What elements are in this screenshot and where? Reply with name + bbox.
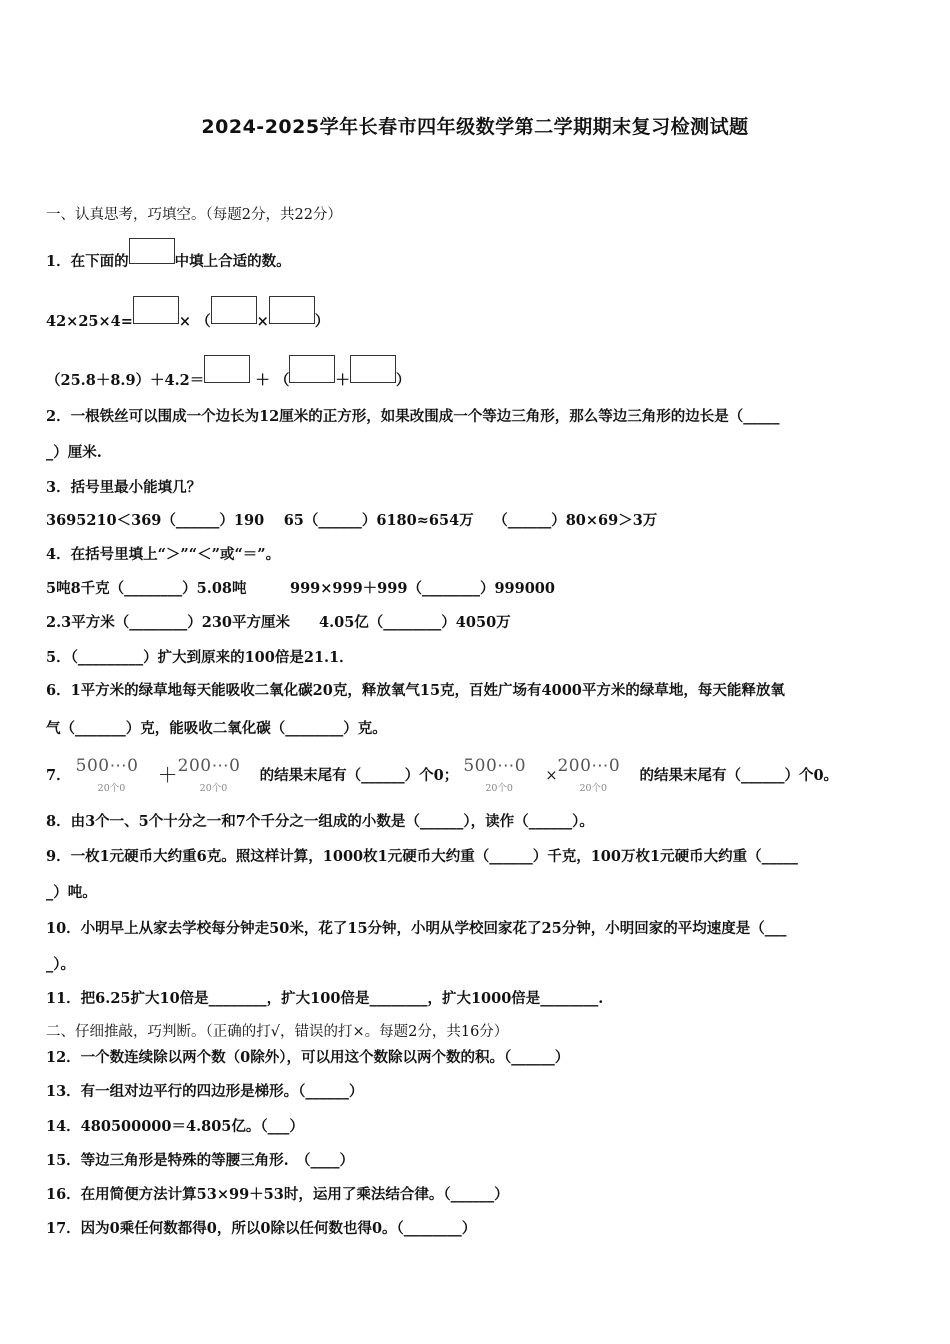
question-3: 3．括号里最小能填几？ [46, 479, 202, 496]
q1-text-b: 中填上合适的数。 [174, 253, 291, 270]
answer-box[interactable] [350, 355, 396, 383]
question-15: 15．等边三角形是特殊的等腰三角形. （____） [46, 1152, 354, 1169]
question-9-line-1: 9．一枚1元硬币大约重6克。照这样计算，1000枚1元硬币大约重（______）千克，100万枚1元硬币大约重（_____ [46, 848, 798, 865]
question-7 [46, 756, 838, 794]
plus-sign: ＋ [255, 372, 270, 389]
answer-box[interactable] [289, 355, 335, 383]
plus-sign: ＋ [157, 763, 178, 787]
question-17: 17．因为0乘任何数都得0，所以0除以任何数也得0。（________） [46, 1220, 477, 1237]
fraction-expression [178, 756, 260, 794]
times-sign: × [545, 768, 558, 784]
q1-text-a: 1．在下面的 [46, 253, 129, 270]
fraction-expression [463, 756, 545, 794]
question-1-equation-1 [46, 296, 329, 331]
question-6-line-2: 气（_______）克，能吸收二氧化碳（________）克。 [46, 720, 387, 737]
question-9-line-2: _）吨。 [46, 884, 97, 901]
fraction-expression [76, 756, 158, 794]
question-4: 4．在括号里填上“＞”“＜”或“＝”。 [46, 546, 281, 563]
answer-box[interactable] [204, 355, 250, 383]
frac-top: 200⋯0 [177, 756, 241, 776]
close-paren: ） [314, 313, 330, 330]
answer-box[interactable] [211, 296, 257, 324]
page-title: 2024-2025学年长春市四年级数学第二学期期末复习检测试题 [201, 116, 749, 138]
question-4-row-1: 5吨8千克（________）5.08吨 999×999＋999（________）999000 [46, 580, 555, 597]
question-3-items: 3695210＜369（______）190 65（______）6180≈654万 （______）80×69＞3万 [46, 512, 658, 529]
question-10-line-2: _）。 [46, 956, 75, 973]
open-paren: （ [274, 372, 290, 389]
question-1-equation-2 [46, 355, 410, 390]
question-8: 8．由3个一、5个十分之一和7个千分之一组成的小数是（______），读作（______）。 [46, 813, 594, 830]
q7-end-text: 的结果末尾有（______）个0。 [639, 767, 839, 784]
plus-sign: ＋ [335, 372, 350, 389]
question-16: 16．在用简便方法计算53×99＋53时，运用了乘法结合律。（______） [46, 1186, 509, 1203]
frac-bottom: 20个0 [485, 783, 513, 794]
answer-box[interactable] [133, 296, 179, 324]
question-2-line-2: _）厘米. [46, 444, 102, 461]
question-5: 5．（_________）扩大到原来的100倍是21.1． [46, 649, 354, 666]
q1-eq1-lhs: 42×25×4= [46, 313, 133, 330]
question-14: 14．480500000＝4.805亿。（___） [46, 1118, 304, 1135]
close-paren: ） [395, 372, 411, 389]
q1-eq2-lhs: （25.8＋8.9）＋4.2＝ [46, 372, 205, 389]
times-sign: × [178, 313, 192, 330]
frac-top: 500⋯0 [75, 756, 139, 776]
question-4-row-2: 2.3平方米（________）230平方厘米 4.05亿（________）4050万 [46, 614, 511, 631]
answer-box[interactable] [129, 238, 175, 264]
open-paren: （ [196, 313, 211, 330]
frac-bottom: 20个0 [97, 783, 126, 794]
answer-box[interactable] [269, 296, 315, 324]
question-11: 11．把6.25扩大10倍是________，扩大100倍是________，扩大1000倍是________. [46, 990, 604, 1007]
frac-bottom: 20个0 [579, 783, 608, 794]
frac-top: 500⋯0 [463, 756, 527, 776]
question-13: 13．有一组对边平行的四边形是梯形。（______） [46, 1083, 364, 1100]
fraction-expression [557, 756, 639, 794]
times-sign: × [256, 313, 269, 330]
section-1-heading: 一、认真思考，巧填空。（每题2分，共22分） [46, 207, 342, 223]
question-6-line-1: 6．1平方米的绿草地每天能吸收二氧化碳20克，释放氧气15克，百姓广场有4000平方米的绿草地，每天能释放氧 [46, 682, 785, 699]
question-12: 12．一个数连续除以两个数（0除外），可以用这个数除以两个数的积。（______） [46, 1049, 570, 1066]
question-2-line-1: 2．一根铁丝可以围成一个边长为12厘米的正方形，如果改围成一个等边三角形，那么等边三角形的边长是（_____ [46, 408, 780, 425]
frac-top: 200⋯0 [557, 756, 621, 776]
frac-bottom: 20个0 [199, 783, 228, 794]
q7-mid-text: 的结果末尾有（______）个0； [259, 767, 459, 784]
section-2-heading: 二、仔细推敲，巧判断。（正确的打√，错误的打×。每题2分，共16分） [46, 1024, 509, 1040]
q7-number: 7． [46, 767, 71, 784]
question-1 [46, 238, 291, 271]
question-10-line-1: 10．小明早上从家去学校每分钟走50米，花了15分钟，小明从学校回家花了25分钟，小明回家的平均速度是（___ [46, 920, 787, 937]
